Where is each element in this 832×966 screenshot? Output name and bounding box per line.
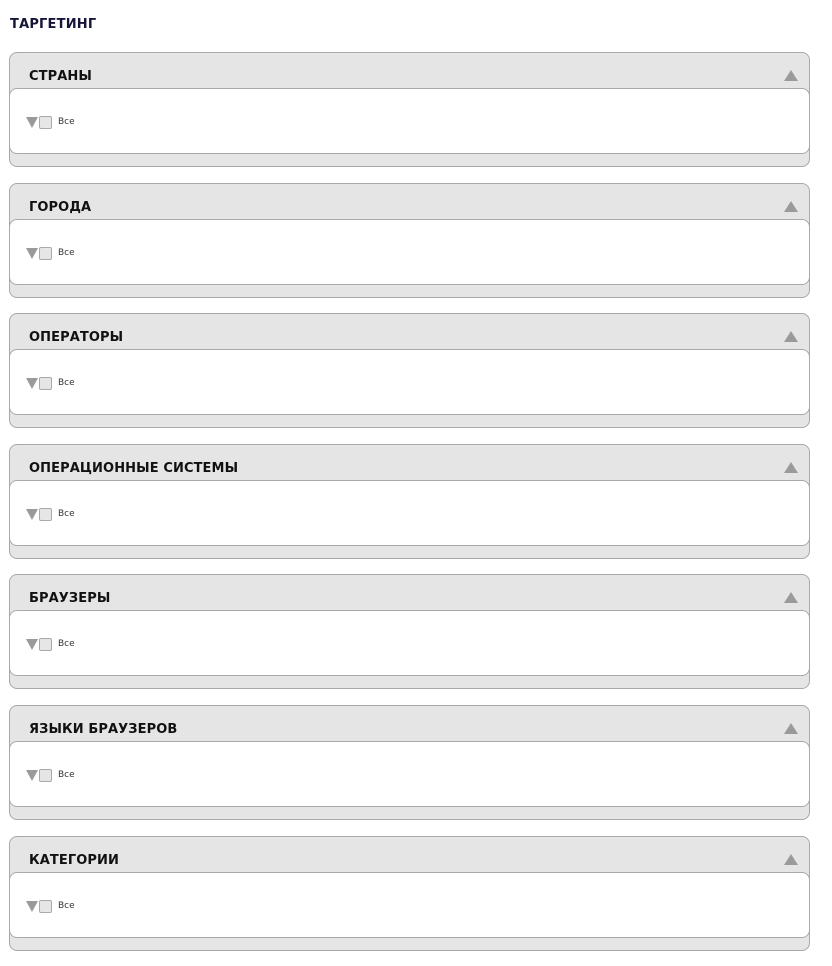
section-operating-systems — [9, 444, 810, 559]
select-all-checkbox[interactable] — [39, 769, 52, 782]
select-all-checkbox[interactable] — [39, 638, 52, 651]
page-title: ТАРГЕТИНГ — [10, 17, 97, 32]
collapse-triangle-icon[interactable] — [784, 70, 798, 81]
section-body — [9, 219, 810, 285]
section-body — [9, 480, 810, 546]
expand-triangle-icon[interactable] — [26, 248, 38, 259]
collapse-triangle-icon[interactable] — [784, 592, 798, 603]
section-title: ОПЕРАЦИОННЫЕ СИСТЕМЫ — [29, 460, 239, 476]
expand-triangle-icon[interactable] — [26, 770, 38, 781]
section-operators — [9, 313, 810, 428]
section-title: ГОРОДА — [29, 199, 92, 215]
collapse-triangle-icon[interactable] — [784, 723, 798, 734]
option-row-all — [26, 638, 75, 651]
select-all-label[interactable]: Все — [58, 900, 75, 911]
section-categories — [9, 836, 810, 951]
collapse-triangle-icon[interactable] — [784, 331, 798, 342]
section-body — [9, 872, 810, 938]
select-all-checkbox[interactable] — [39, 377, 52, 390]
option-row-all — [26, 377, 75, 390]
section-body — [9, 741, 810, 807]
section-body — [9, 349, 810, 415]
section-header[interactable] — [10, 445, 809, 481]
section-cities — [9, 183, 810, 298]
collapse-triangle-icon[interactable] — [784, 854, 798, 865]
expand-triangle-icon[interactable] — [26, 117, 38, 128]
select-all-checkbox[interactable] — [39, 247, 52, 260]
select-all-label[interactable]: Все — [58, 639, 75, 650]
section-header[interactable] — [10, 53, 809, 89]
expand-triangle-icon[interactable] — [26, 509, 38, 520]
select-all-label[interactable]: Все — [58, 247, 75, 258]
select-all-checkbox[interactable] — [39, 900, 52, 913]
expand-triangle-icon[interactable] — [26, 901, 38, 912]
section-title: ОПЕРАТОРЫ — [29, 330, 124, 346]
select-all-label[interactable]: Все — [58, 117, 75, 127]
option-row-all — [26, 247, 75, 260]
select-all-checkbox[interactable] — [39, 508, 52, 521]
select-all-label[interactable]: Все — [58, 508, 75, 519]
select-all-label[interactable]: Все — [58, 378, 75, 389]
section-body — [9, 88, 810, 154]
collapse-triangle-icon[interactable] — [784, 462, 798, 473]
section-header[interactable] — [10, 184, 809, 220]
section-countries — [9, 52, 810, 167]
section-header[interactable] — [10, 837, 809, 873]
select-all-checkbox[interactable] — [39, 116, 52, 129]
option-row-all — [26, 116, 75, 129]
option-row-all — [26, 769, 75, 782]
collapse-triangle-icon[interactable] — [784, 201, 798, 212]
section-header[interactable] — [10, 575, 809, 611]
section-browser-languages — [9, 705, 810, 820]
section-title: СТРАНЫ — [29, 69, 92, 84]
option-row-all — [26, 900, 75, 913]
section-title: ЯЗЫКИ БРАУЗЕРОВ — [29, 721, 178, 737]
expand-triangle-icon[interactable] — [26, 378, 38, 389]
section-title: БРАУЗЕРЫ — [29, 591, 111, 607]
option-row-all — [26, 508, 75, 521]
section-header[interactable] — [10, 706, 809, 742]
section-header[interactable] — [10, 314, 809, 350]
section-body — [9, 610, 810, 676]
targeting-sections — [9, 52, 810, 966]
select-all-label[interactable]: Все — [58, 769, 75, 780]
section-title: КАТЕГОРИИ — [29, 852, 119, 868]
section-browsers — [9, 574, 810, 689]
expand-triangle-icon[interactable] — [26, 639, 38, 650]
